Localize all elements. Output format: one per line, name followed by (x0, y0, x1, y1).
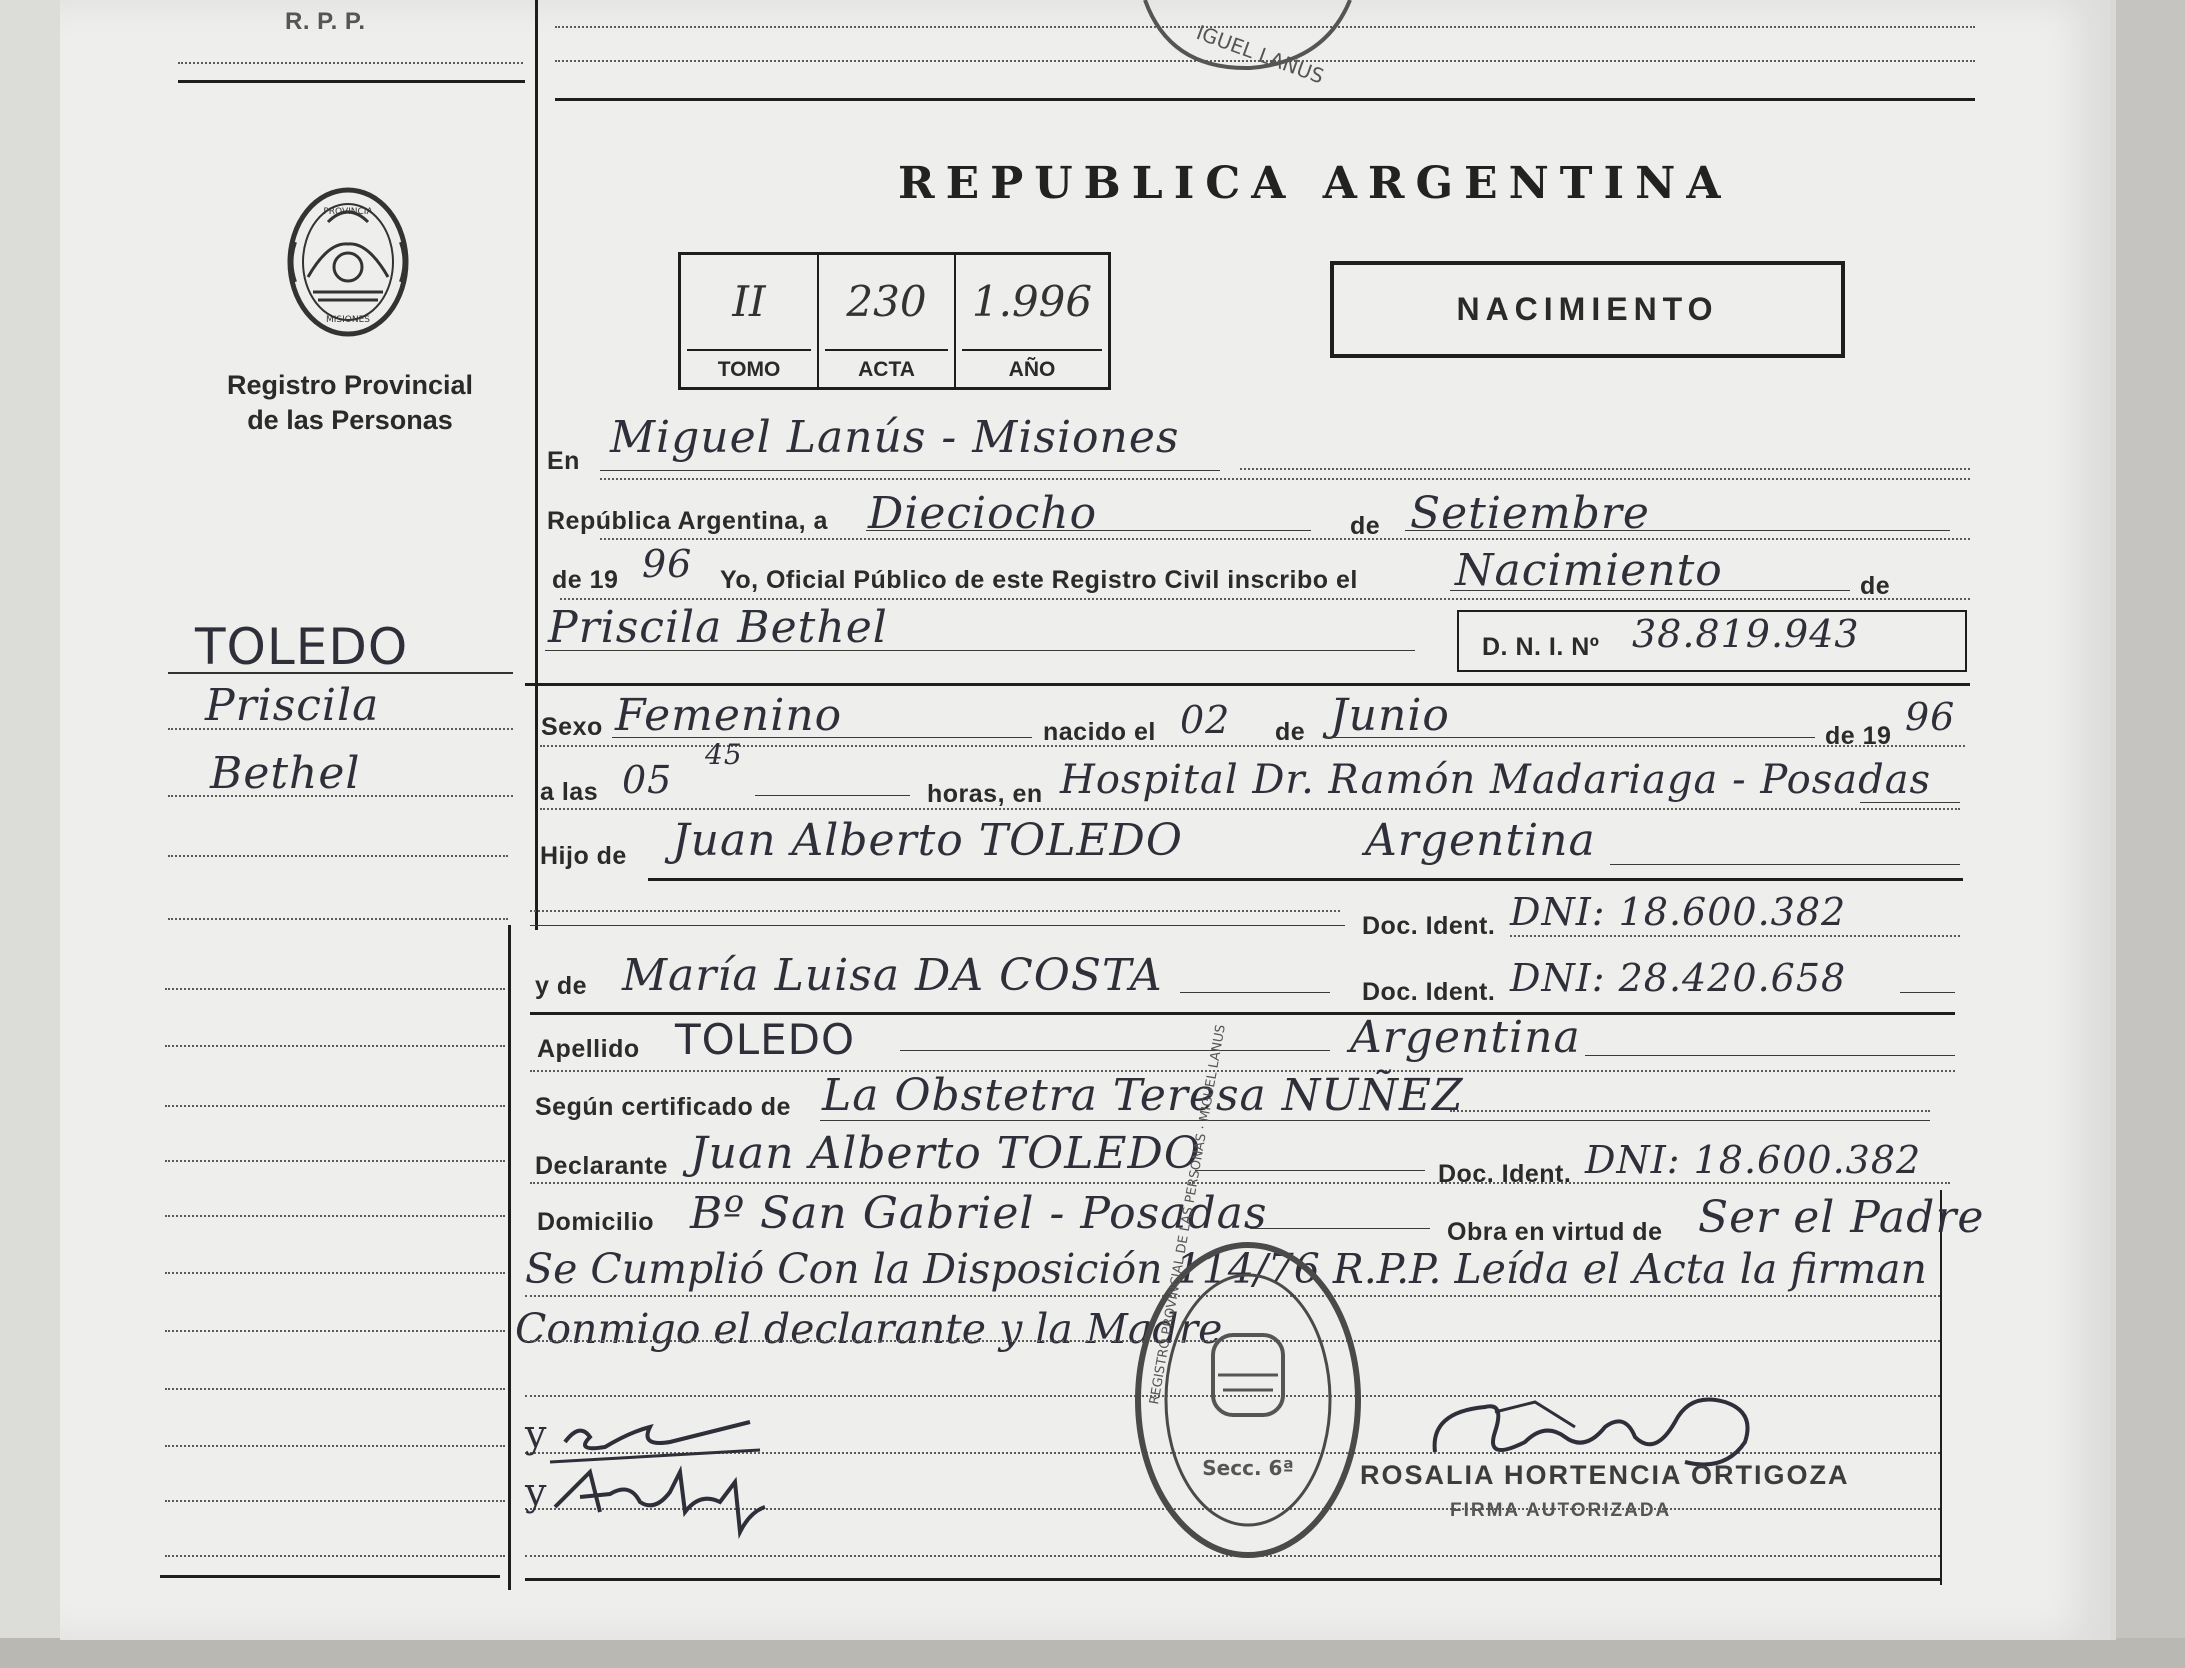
rule-top-right (555, 98, 1975, 101)
value-father: Juan Alberto TOLEDO (672, 815, 1183, 866)
book-spine (0, 0, 62, 1668)
sign-prefix-1: y (525, 1412, 548, 1456)
declarant-signatures-icon (520, 1402, 800, 1542)
page-edge-right (2110, 0, 2185, 1668)
line-certificado (820, 1120, 1930, 1121)
label-alas: a las (540, 778, 599, 806)
rule-vertical-upper (535, 0, 538, 930)
label-doc-ident-2: Doc. Ident. (1362, 978, 1496, 1006)
value-place: Miguel Lanús - Misiones (610, 412, 1180, 463)
rule-bottom-left (160, 1575, 500, 1578)
stamp-ring-text: REGISTRO PROVINCIAL DE LAS PERSONAS · MIGUEL LANUS (1147, 1023, 1229, 1406)
dots-alas (540, 808, 1960, 810)
acta-column (819, 255, 956, 387)
rule-top-left (178, 80, 525, 83)
sidebar-dot-line (168, 918, 508, 920)
label-de19b: de 19 (1825, 722, 1892, 750)
value-day: Dieciocho (868, 488, 1098, 539)
value-mother: María Luisa DA COSTA (622, 950, 1163, 1001)
rule-child-name (525, 683, 1970, 686)
line-child-name (545, 650, 1415, 651)
value-minutes: 45 (705, 738, 743, 771)
label-declarante: Declarante (535, 1152, 668, 1180)
value-obra: Ser el Padre (1698, 1192, 1985, 1243)
label-de-2: de (1860, 572, 1891, 600)
dots-republica (600, 538, 1970, 540)
official-round-stamp-icon (1128, 1023, 1368, 1565)
rule-father (648, 878, 1963, 881)
seal-text-bottom: MISIONES (325, 315, 371, 325)
tomo-label: TOMO (717, 358, 781, 381)
line-month (1405, 530, 1950, 531)
sidebar-dot-line (165, 1215, 505, 1217)
label-hijo: Hijo de (540, 842, 627, 870)
margin-surname: TOLEDO (195, 618, 409, 676)
value-year-short: 96 (642, 542, 693, 586)
tomo-separator (687, 349, 811, 351)
sidebar-dot-line (168, 795, 513, 797)
dots-father-doc (530, 910, 1340, 912)
anio-value: 1.996 (971, 277, 1093, 326)
line-domicilio (1250, 1228, 1430, 1229)
dots-yo (560, 598, 1970, 600)
sidebar-dot-line (165, 1500, 505, 1502)
registry-box (678, 252, 1111, 390)
line-place (600, 470, 1220, 471)
value-father-doc: DNI: 18.600.382 (1510, 890, 1847, 934)
value-birth-place: Hospital Dr. Ramón Madariaga - Posadas (1060, 757, 1932, 803)
registry-name-line1: Registro Provincial (226, 370, 474, 400)
value-note-line2: Conmigo el declarante y la Madre (515, 1305, 1223, 1353)
value-apellido-nationality: Argentina (1350, 1012, 1581, 1063)
sidebar-dot-line (165, 1330, 505, 1332)
label-y-de: y de (535, 972, 588, 1000)
value-declarante: Juan Alberto TOLEDO (690, 1128, 1201, 1179)
rule-bottom-right (525, 1578, 1940, 1581)
label-de-1: de (1350, 512, 1381, 540)
label-nacido: nacido el (1043, 718, 1156, 746)
line-act (1450, 590, 1850, 591)
value-mother-doc: DNI: 28.420.658 (1510, 956, 1847, 1000)
officer-name: ROSALIA HORTENCIA ORTIGOZA (1360, 1460, 1850, 1490)
provincial-seal-icon (283, 182, 413, 342)
label-yo-oficial: Yo, Oficial Público de este Registro Civil inscribo el (720, 566, 1358, 594)
value-birth-year: 96 (1905, 695, 1956, 739)
anio-separator (962, 349, 1102, 351)
page-edge-bottom (0, 1638, 2185, 1668)
line-apellido (900, 1050, 1330, 1051)
value-act: Nacimiento (1455, 545, 1723, 596)
acta-value: 230 (846, 277, 927, 326)
sidebar-dot-line (168, 855, 508, 857)
acta-label: ACTA (858, 358, 915, 381)
label-republica: República Argentina, a (547, 507, 828, 535)
label-en: En (547, 447, 580, 475)
line-declarante (1195, 1170, 1425, 1171)
margin-surname-underline (168, 672, 513, 674)
value-sexo: Femenino (615, 690, 843, 741)
anio-label: AÑO (1008, 358, 1056, 381)
dots-certificado (1450, 1110, 1930, 1112)
label-doc-ident-1: Doc. Ident. (1362, 912, 1496, 940)
value-domicilio: Bº San Gabriel - Posadas (690, 1188, 1268, 1239)
value-birth-month: Junio (1330, 690, 1450, 741)
dots-place-2 (600, 478, 1970, 480)
sidebar-dot-line (165, 1555, 505, 1557)
sidebar-dot-line (165, 1160, 505, 1162)
dots-declarante (530, 1182, 1950, 1184)
sidebar-dot-line (165, 1388, 505, 1390)
value-declarante-doc: DNI: 18.600.382 (1585, 1138, 1922, 1182)
seal-text-top: PROVINCIA (323, 207, 373, 217)
sidebar-dot-line (165, 1445, 505, 1447)
dots-place (1240, 468, 1970, 470)
top-dots-left (178, 62, 523, 64)
label-obra: Obra en virtud de (1447, 1218, 1663, 1246)
svg-text:IGUEL LANUS: IGUEL LANUS (1193, 20, 1328, 89)
label-horas: horas, en (927, 780, 1043, 808)
top-stamp-arc (1140, 0, 1355, 89)
value-certificado: La Obstetra Teresa NUÑEZ (822, 1070, 1464, 1121)
document-title: REPUBLICA ARGENTINA (898, 158, 1732, 209)
line-sexo (612, 737, 1032, 738)
line-father (1610, 864, 1960, 865)
tomo-column (681, 255, 819, 387)
stamp-center-text: Secc. 6ª (1202, 1456, 1294, 1480)
value-hour: 05 (622, 758, 673, 802)
value-month: Setiembre (1410, 488, 1650, 539)
margin-name1: Priscila (205, 680, 380, 731)
rule-right-border (1940, 1190, 1942, 1585)
label-sexo: Sexo (541, 713, 603, 741)
line-birth-month (1325, 737, 1815, 738)
dots-sexo (540, 745, 1965, 747)
value-dni: 38.819.943 (1632, 612, 1860, 656)
officer-title: FIRMA AUTORIZADA (1450, 1500, 1672, 1521)
line-hour (755, 795, 910, 796)
value-birth-day: 02 (1180, 698, 1231, 742)
line-mother-doc (1900, 992, 1955, 993)
sign-prefix-2: y (525, 1470, 548, 1514)
label-domicilio: Domicilio (537, 1208, 655, 1236)
dots-father-doc-r (1510, 935, 1960, 937)
label-de-3: de (1275, 718, 1306, 746)
anio-column (956, 255, 1108, 387)
acta-separator (825, 349, 948, 351)
rule-vertical-lower (508, 925, 511, 1590)
label-segun: Según certificado de (535, 1093, 791, 1121)
value-note-line1: Se Cumplió Con la Disposición 114/76 R.P.P. Leída el Acta la firman (525, 1245, 1927, 1293)
margin-name2: Bethel (210, 748, 361, 799)
top-stamp-fragment: R. P. P. (285, 8, 366, 35)
line-birth-place (1860, 802, 1960, 803)
label-de19: de 19 (552, 566, 619, 594)
line-day (866, 530, 1311, 531)
label-apellido: Apellido (537, 1035, 640, 1063)
record-type-box: NACIMIENTO (1330, 261, 1845, 358)
sidebar-dot-line (165, 1272, 505, 1274)
value-child-name: Priscila Bethel (548, 602, 888, 653)
line-father-doc-left (530, 925, 1345, 926)
line-apellido-nat (1585, 1055, 1955, 1056)
value-father-nationality: Argentina (1365, 815, 1596, 866)
line-mother (1180, 992, 1330, 993)
sidebar-dot-line (165, 1045, 505, 1047)
registry-name-line2: de las Personas (247, 405, 453, 435)
label-dni: D. N. I. Nº (1482, 633, 1600, 661)
tomo-value: II (732, 277, 766, 326)
sidebar-dot-line (165, 988, 505, 990)
label-doc-ident-3: Doc. Ident. (1438, 1160, 1572, 1188)
value-apellido: TOLEDO (675, 1015, 856, 1064)
sidebar-dot-line (165, 1105, 505, 1107)
sidebar-dot-line (168, 728, 513, 730)
